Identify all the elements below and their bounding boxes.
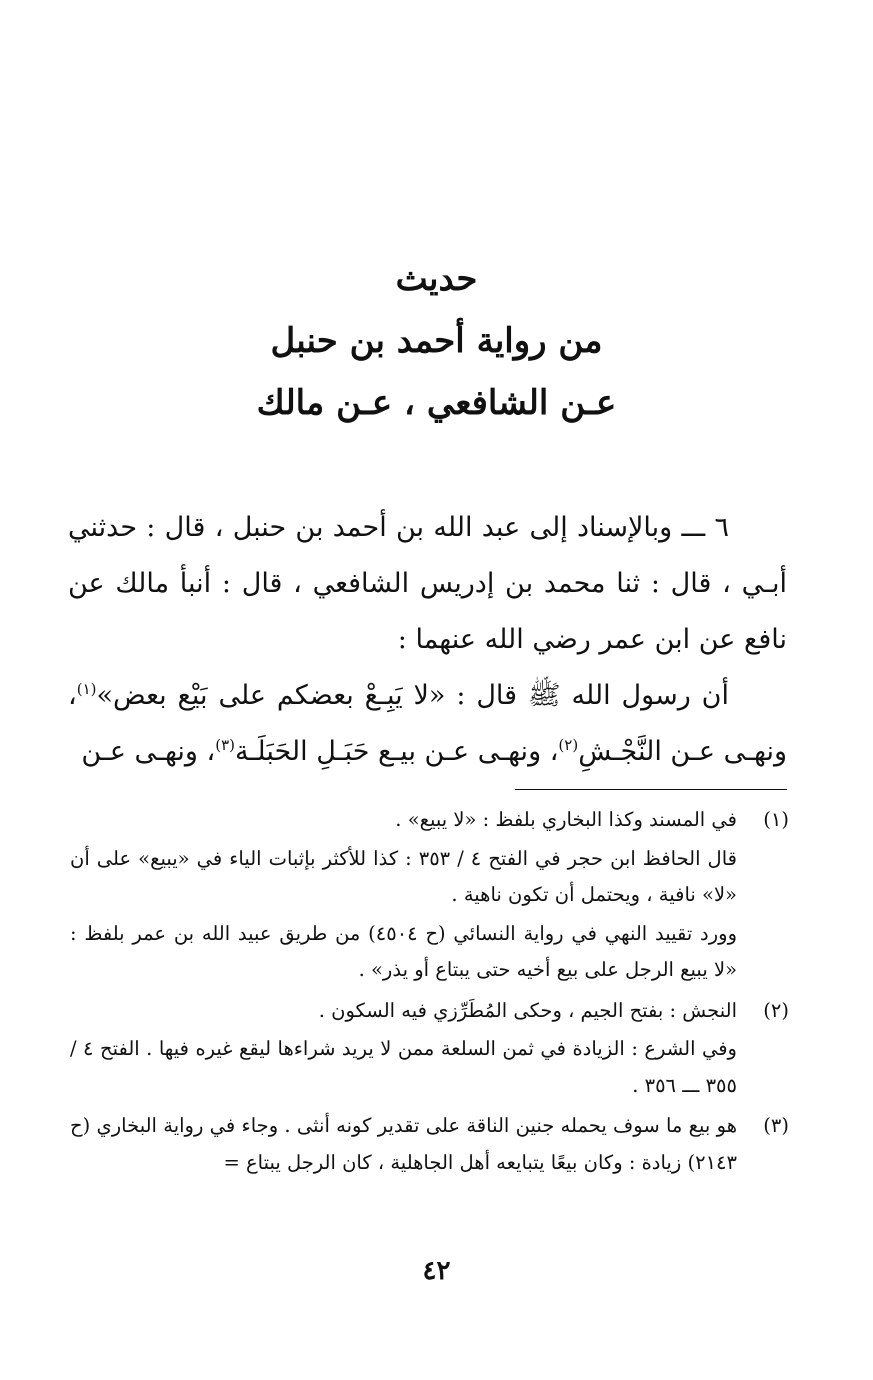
footnote-body [70,993,737,1105]
heading-line-hadith: حديث [395,259,478,299]
footnote-number: (٣) [763,1114,789,1137]
footnote-ref-3[interactable]: (٣) [215,736,236,754]
matn-part-2: ، ونهـى عـن النَّجْـشِ [68,680,787,767]
page-number: ٤٢ [422,1256,451,1286]
footnote-separator [515,789,787,790]
heading-line-narration: من رواية أحمد بن حنبل [270,321,603,361]
hadith-text [68,500,787,780]
footnote-ref-1[interactable]: (١) [76,680,97,698]
matn-part-3: ، ونهـى عـن بيـع حَبَـلِ الحَبَلَـة [235,736,559,767]
footnote-1 [70,802,789,989]
footnote-ref-2[interactable]: (٢) [558,736,579,754]
hadith-isnad: وبالإسناد إلى عبد الله بن أحمد بن حنبل ، قال : حدثني أبـي ، قال : ثنا محمد بن إدريس الشافعي ، قال : أنبأ مالك عن نافع عن ابن عمر رضي الله عنهما : [68,512,787,655]
footnote-paragraph: هو بيع ما سوف يحمله جنين الناقة على تقدير كونه أنثى . وجاء في رواية البخاري (ح ٢١٤٣) زيادة : وكان بيعًا يتبايعه أهل الجاهلية ، كان الرجل يبتاع = [70,1114,737,1174]
footnote-paragraph: قال الحافظ ابن حجر في الفتح ٤ / ٣٥٣ : كذا للأكثر بإثبات الياء في «يبيع» على أن «لا» نافية ، ويحتمل أن تكون ناهية . [70,846,737,906]
footnote-number: (١) [763,808,789,831]
heading-line-chain: عـن الشافعي ، عـن مالك [256,383,617,423]
footnote-paragraph: في المسند وكذا البخاري بلفظ : «لا يبيع» . [395,808,737,831]
footnote-paragraph: وفي الشرع : الزيادة في ثمن السلعة ممن لا يريد شراءها ليقع غيره فيها . الفتح ٤ / ٣٥٥ ـــ ٣٥٦ . [70,1037,737,1097]
hadith-matn-paragraph [68,668,787,780]
hadith-number: ٦ [714,512,729,543]
hadith-dash: ـــ [681,512,706,543]
matn-part-1: أن رسول الله ﷺ قال : «لا يَبِـعْ بعضكم على بَيْع بعض» [96,680,729,711]
footnote-number: (٢) [763,998,789,1022]
footnote-paragraph: وورد تقييد النهي في رواية النسائي (ح ٤٥٠٤) من طريق عبيد الله بن عمر بلفظ : «لا يبيع الرجل على بيع أخيه حتى يبتاع أو يذر» . [70,921,737,981]
footnote-paragraph: النجش : بفتح الجيم ، وحكى المُطَرِّزي فيه السكون . [318,998,737,1022]
matn-part-4: ، ونهـى عـن [81,736,216,767]
footnote-body [70,1108,737,1181]
footnotes [70,802,789,1185]
hadith-isnad-paragraph [68,500,787,668]
footnote-body [70,802,737,989]
footnote-3 [70,1108,789,1181]
chapter-heading [80,248,793,434]
footnote-2 [70,993,789,1105]
